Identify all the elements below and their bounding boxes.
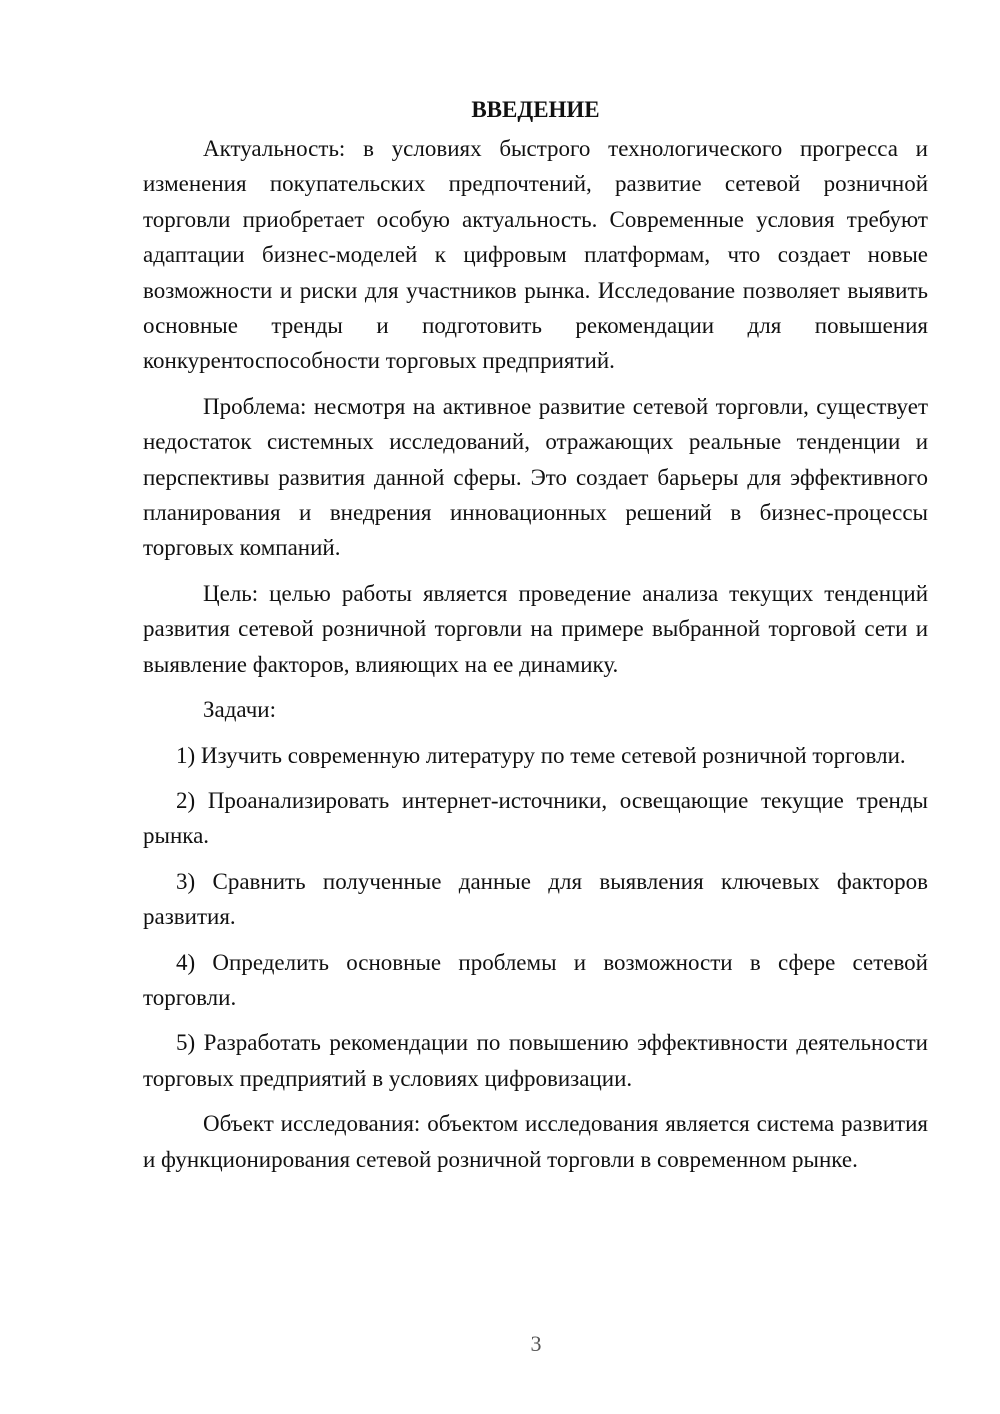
task-item-1: 1) Изучить современную литературу по теме сетевой розничной торговли. bbox=[176, 742, 906, 768]
tasks-label: Задачи: bbox=[203, 697, 276, 723]
section-heading: ВВЕДЕНИЕ bbox=[471, 97, 600, 122]
task-item-3: 3) Сравнить полученные данные для выявления ключевых факторов развития. bbox=[143, 868, 928, 930]
goal-paragraph: Цель: целью работы является проведение анализа текущих тенденций развития сетевой розничной торговли на примере выбранной торговой сети и выявление факторов, влияющих на ее динамику. bbox=[143, 580, 928, 677]
task-item-2: 2) Проанализировать интернет-источники, освещающие текущие тренды рынка. bbox=[143, 787, 928, 849]
document-page bbox=[143, 92, 928, 1187]
object-paragraph: Объект исследования: объектом исследования является система развития и функционирования сетевой розничной торговли в современном рынке. bbox=[143, 1111, 928, 1172]
task-item-4: 4) Определить основные проблемы и возможности в сфере сетевой торговли. bbox=[143, 949, 928, 1010]
task-item-5: 5) Разработать рекомендации по повышению эффективности деятельности торговых предприятий в условиях цифровизации. bbox=[143, 1030, 928, 1091]
relevance-paragraph: Актуальность: в условиях быстрого технологического прогресса и изменения покупательских предпочтений, развитие сетевой розничной торговли приобретает особую актуальность. Современные условия требуют адаптации бизнес-моделей к цифровым платформам, что создает новые возможности и риски для участников рынка. Исследование позволяет выявить основные тренды и подготовить рекомендации для повышения конкурентоспособности торговых предприятий. bbox=[143, 136, 928, 374]
problem-paragraph: Проблема: несмотря на активное развитие сетевой торговли, существует недостаток системных исследований, отражающих реальные тенденции и перспективы развития данной сферы. Это создает барьеры для эффективного планирования и внедрения инновационных решений в бизнес-процессы торговых компаний. bbox=[143, 393, 928, 561]
page-number: 3 bbox=[530, 1331, 542, 1356]
